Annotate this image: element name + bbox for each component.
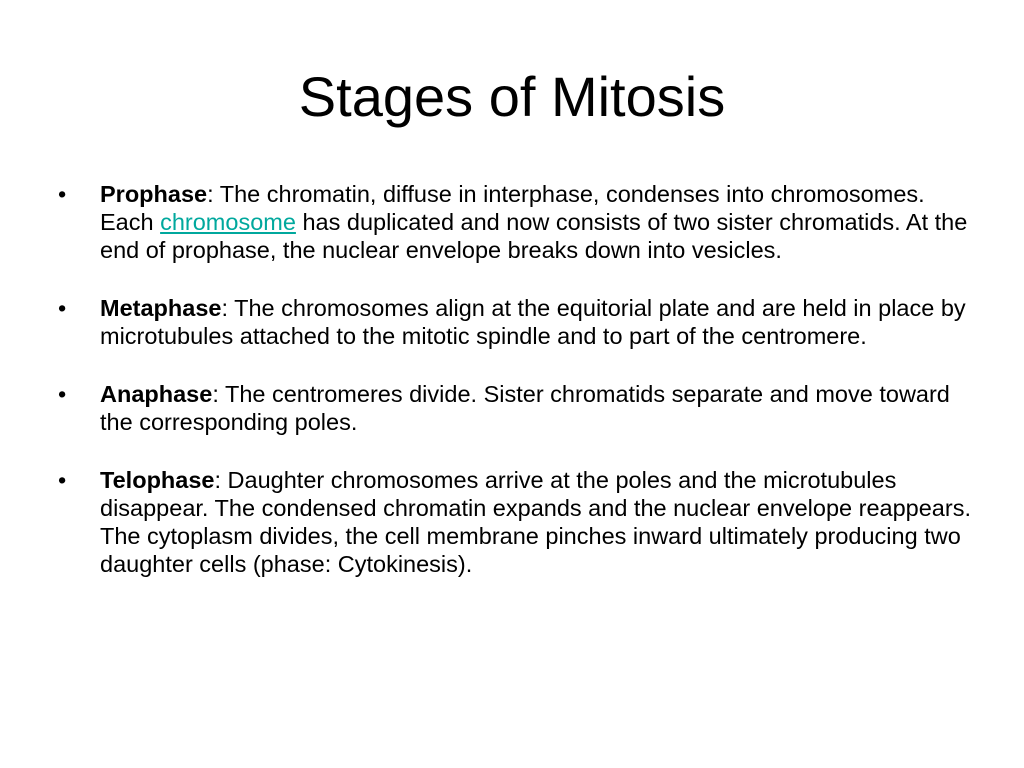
term-telophase: Telophase (100, 467, 215, 493)
bullet-icon: • (58, 381, 67, 407)
anaphase-text: : The centromeres divide. Sister chromatids separate and move toward the corresponding poles. (100, 381, 950, 435)
bullet-icon: • (58, 467, 67, 493)
term-metaphase: Metaphase (100, 295, 222, 321)
telophase-text: : Daughter chromosomes arrive at the poles and the microtubules disappear. The condensed chromatin expands and the nuclear envelope reappears. The cytoplasm divides, the cell membrane pinches inward ultimately producing two daughter cells (phase: Cytokinesis). (100, 467, 971, 577)
bullet-icon: • (58, 181, 67, 207)
metaphase-text: : The chromosomes align at the equitorial plate and are held in place by microtubules attached to the mitotic spindle and to part of the centromere. (100, 295, 966, 349)
slide-title: Stages of Mitosis (298, 65, 726, 128)
chromosome-link[interactable]: chromosome (160, 209, 296, 235)
bullet-item-metaphase (58, 294, 978, 350)
term-anaphase: Anaphase (100, 381, 213, 407)
bullet-item-anaphase (58, 380, 978, 436)
prophase-text-part2: has duplicated and now consists of two sister chromatids. At the end of prophase, the nuclear envelope breaks down into vesicles. (100, 209, 968, 263)
prophase-text-part1: : The chromatin, diffuse in interphase, condenses into chromosomes. Each (100, 181, 925, 235)
bullet-item-telophase (58, 466, 978, 578)
bullet-icon: • (58, 295, 67, 321)
bullet-list (58, 180, 978, 578)
term-prophase: Prophase (100, 181, 208, 207)
bullet-item-prophase (58, 180, 978, 264)
